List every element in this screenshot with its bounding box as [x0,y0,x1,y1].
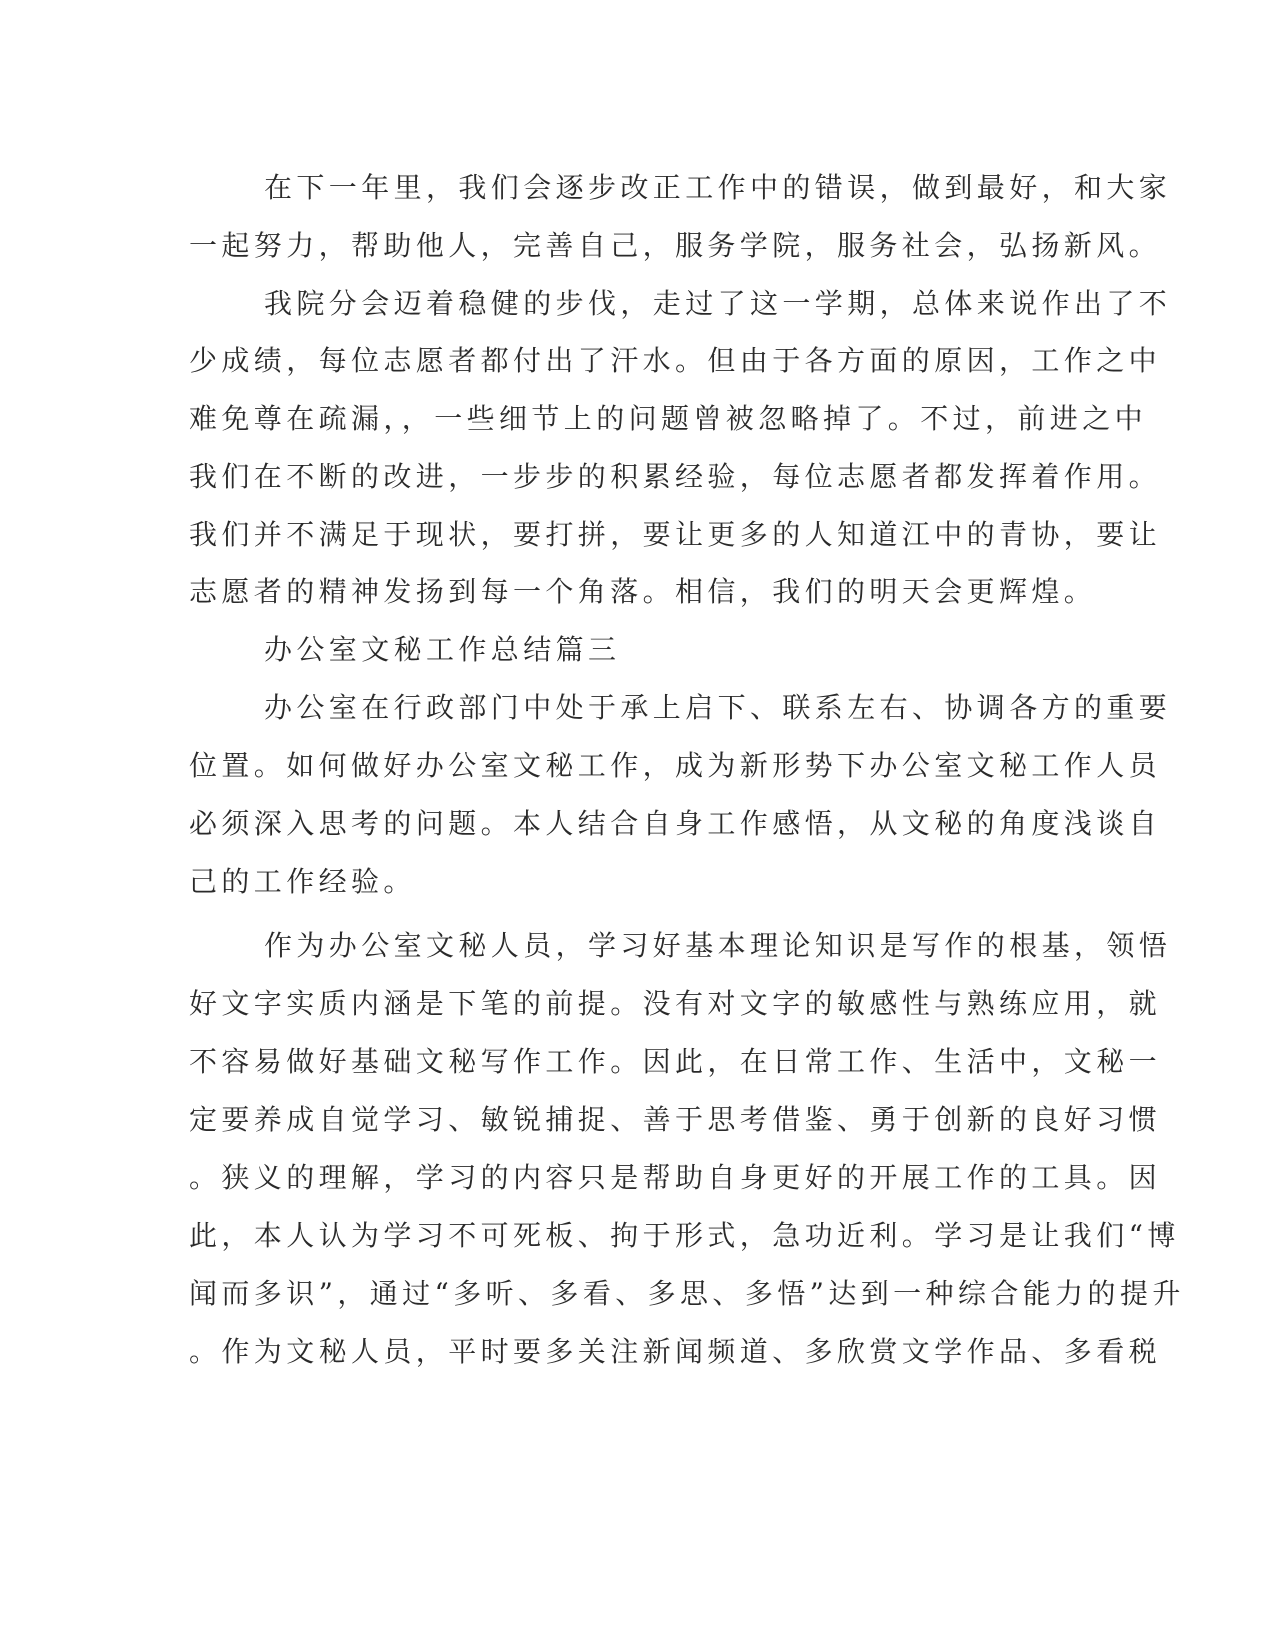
paragraph-line: 闻而多识”，通过“多听、多看、多思、多悟”达到一种综合能力的提升 [189,1277,1185,1310]
paragraph-line: 少成绩，每位志愿者都付出了汗水。但由于各方面的原因，工作之中 [189,344,1162,377]
paragraph-line: 必须深入思考的问题。本人结合自身工作感悟，从文秘的角度浅谈自 [189,807,1162,840]
paragraph-line: 一起努力，帮助他人，完善自己，服务学院，服务社会，弘扬新风。 [189,229,1162,262]
paragraph-line: 在下一年里，我们会逐步改正工作中的错误，做到最好，和大家 [264,171,1172,204]
paragraph-line: 作为办公室文秘人员，学习好基本理论知识是写作的根基，领悟 [264,929,1172,962]
paragraph-line: 我院分会迈着稳健的步伐，走过了这一学期，总体来说作出了不 [264,287,1172,320]
section-heading: 办公室文秘工作总结篇三 [264,633,621,666]
paragraph-line: 办公室在行政部门中处于承上启下、联系左右、协调各方的重要 [264,691,1172,724]
paragraph-line: 定要养成自觉学习、敏锐捕捉、善于思考借鉴、勇于创新的良好习惯 [189,1103,1162,1136]
paragraph-line: 志愿者的精神发扬到每一个角落。相信，我们的明天会更辉煌。 [189,575,1097,608]
paragraph-line: 位置。如何做好办公室文秘工作，成为新形势下办公室文秘工作人员 [189,749,1162,782]
paragraph-line: 我们在不断的改进，一步步的积累经验，每位志愿者都发挥着作用。 [189,460,1162,493]
paragraph-line: 此，本人认为学习不可死板、拘于形式，急功近利。学习是让我们“博 [189,1219,1180,1252]
paragraph-line: 不容易做好基础文秘写作工作。因此，在日常工作、生活中，文秘一 [189,1045,1162,1078]
paragraph-line: 己的工作经验。 [189,865,416,898]
paragraph-line: 好文字实质内涵是下笔的前提。没有对文字的敏感性与熟练应用，就 [189,987,1162,1020]
paragraph-line: 我们并不满足于现状，要打拼，要让更多的人知道江中的青协，要让 [189,518,1162,551]
paragraph-line: 难免尊在疏漏，，一些细节上的问题曾被忽略掉了。不过，前进之中 [189,402,1148,435]
paragraph-line: 。作为文秘人员，平时要多关注新闻频道、多欣赏文学作品、多看税 [189,1335,1162,1368]
paragraph-line: 。狭义的理解，学习的内容只是帮助自身更好的开展工作的工具。因 [189,1161,1162,1194]
